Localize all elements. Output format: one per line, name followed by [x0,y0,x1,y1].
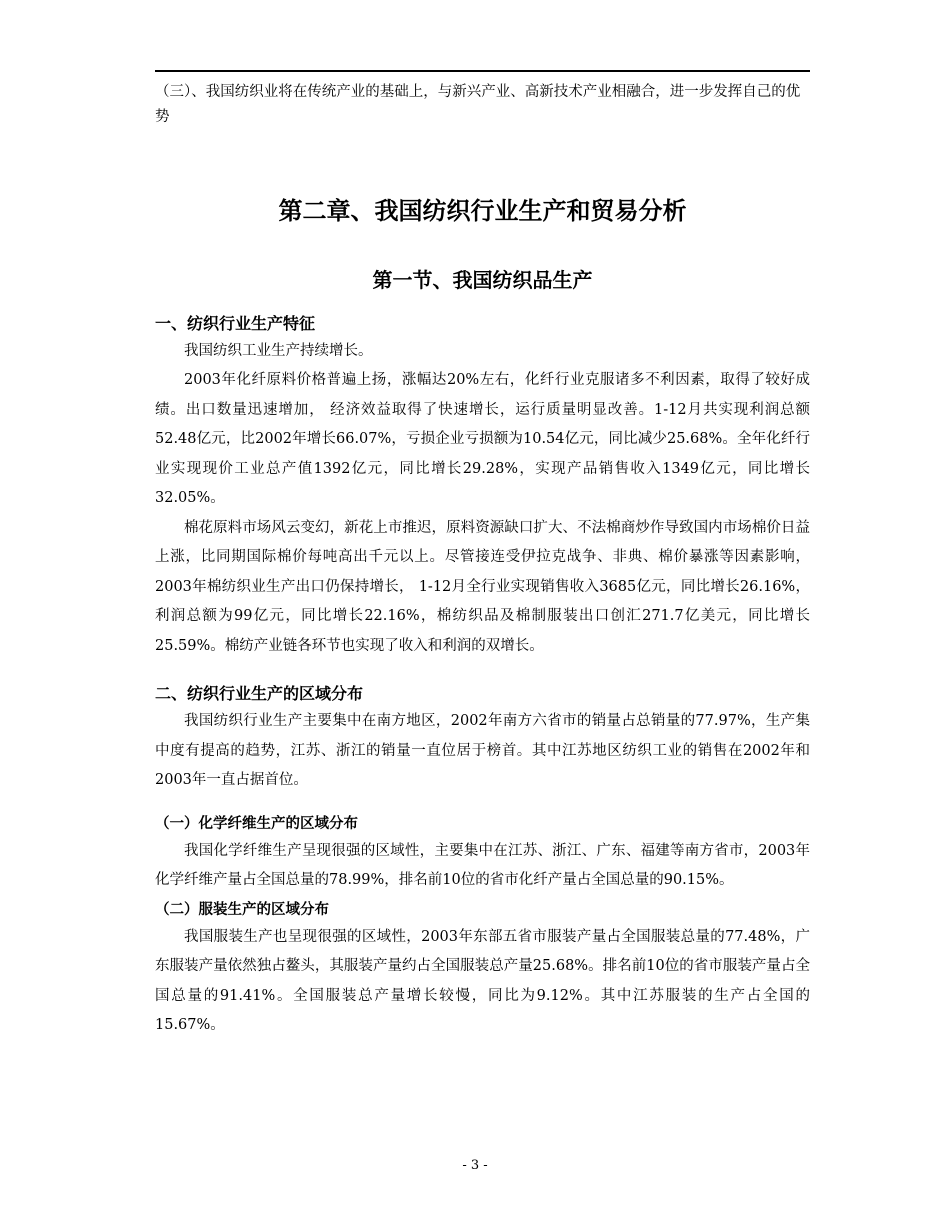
section-title: 第一节、我国纺织品生产 [372,268,593,292]
paragraph: 我国服装生产也呈现很强的区域性，2003年东部五省市服装产量占全国服装总量的77.48%，广东服装产量依然独占鳌头，其服装产量约占全国服装总产量25.68%。排名前10位的省市服装产量占全国总量的91.41%。全国服装总产量增长较慢，同比为9.12%。其中江苏服装的生产占全国的15.67%。 [155,928,810,1034]
heading-regional-distribution: 二、纺织行业生产的区域分布 [155,684,364,704]
paragraph: 棉花原料市场风云变幻，新花上市推迟，原料资源缺口扩大、不法棉商炒作导致国内市场棉价日益上涨，比同期国际棉价每吨高出千元以上。尽管接连受伊拉克战争、非典、棉价暴涨等因素影响，2003年棉纺织业生产出口仍保持增长， 1-12月全行业实现销售收入3685亿元，同比增长26.16%，利润总额为99亿元，同比增长22.16%，棉纺织品及棉制服装出口创汇271.7亿美元，同比增长25.59%。棉纺产业链各环节也实现了收入和利润的双增长。 [155,519,810,654]
paragraph: 我国纺织行业生产主要集中在南方地区，2002年南方六省市的销量占总销量的77.97%，生产集中度有提高的趋势，江苏、浙江的销量一直位居于榜首。其中江苏地区纺织工业的销售在2002年和2003年一直占据首位。 [155,713,810,789]
heading-apparel: （二）服装生产的区域分布 [155,901,329,918]
heading-production-features: 一、纺织行业生产特征 [155,313,316,333]
paragraph: 我国纺织工业生产持续增长。 [184,342,373,359]
page-number: - 3 - [462,1158,488,1173]
header-rule [155,70,810,72]
page-content [155,80,810,1041]
chapter-title: 第二章、我国纺织行业生产和贸易分析 [278,197,687,225]
heading-chemical-fiber: （一）化学纤维生产的区域分布 [155,815,358,832]
paragraph: 2003年化纤原料价格普遍上扬，涨幅达20%左右，化纤行业克服诸多不利因素，取得了较好成绩。出口数量迅速增加， 经济效益取得了快速增长，运行质量明显改善。1-12月共实现利润总额52.48亿元，比2002年增长66.07%，亏损企业亏损额为10.54亿元，同比减少25.68%。全年化纤行业实现现价工业总产值1392亿元，同比增长29.28%，实现产品销售收入1349亿元，同比增长32.05%。 [155,372,810,507]
paragraph: 我国化学纤维生产呈现很强的区域性，主要集中在江苏、浙江、广东、福建等南方省市，2003年化学纤维产量占全国总量的78.99%，排名前10位的省市化纤产量占全国总量的90.15%。 [155,842,810,889]
lead-paragraph: （三）、我国纺织业将在传统产业的基础上，与新兴产业、高新技术产业相融合，进一步发挥自己的优势 [155,84,801,125]
